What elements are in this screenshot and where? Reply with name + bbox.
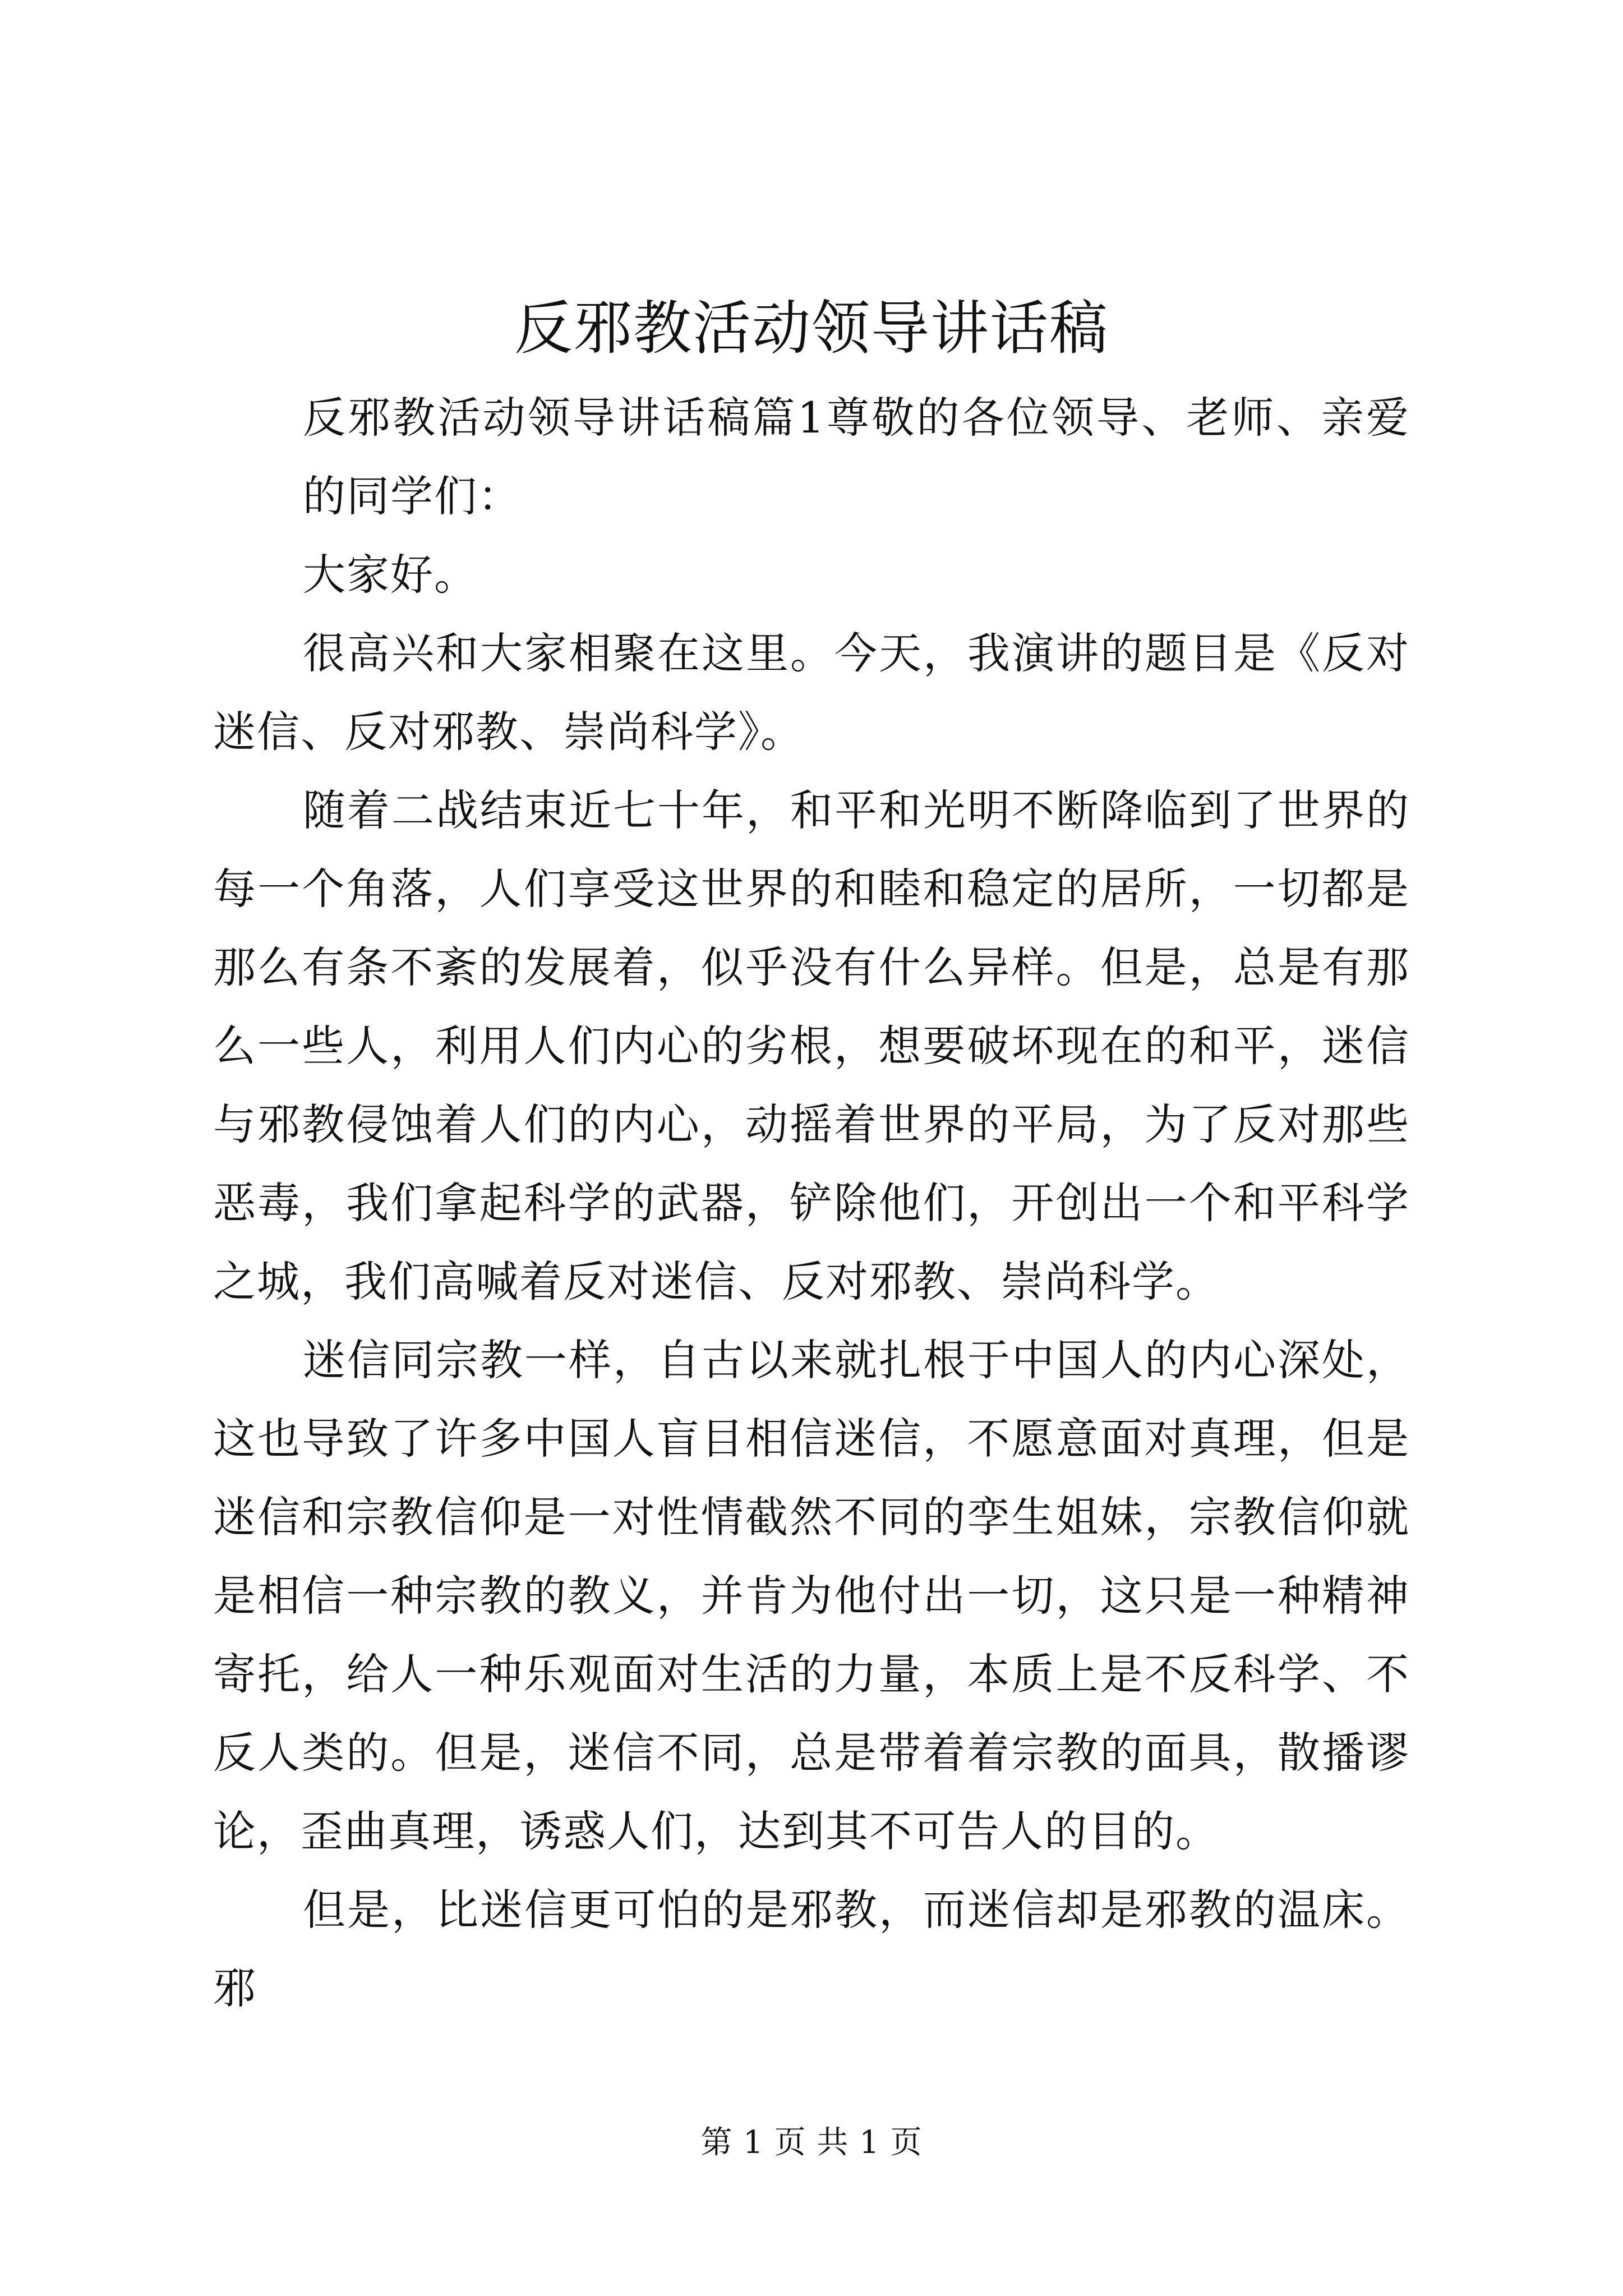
paragraph-superstition: 迷信同宗教一样，自古以来就扎根于中国人的内心深处，这也导致了许多中国人盲目相信迷信，不愿意面对真理，但是迷信和宗教信仰是一对性情截然不同的孪生姐妹，宗教信仰就是相信一种宗教的教义，并肯为他付出一切，这只是一种精神寄托，给人一种乐观面对生活的力量，本质上是不反科学、不反人类的。但是，迷信不同，总是带着着宗教的面具，散播谬论，歪曲真理，诱惑人们，达到其不可告人的目的。 [213, 1335, 1410, 1856]
paragraph-greeting: 大家好。 [303, 550, 478, 600]
paragraph-cult: 但是，比迷信更可怕的是邪教，而迷信却是邪教的温床。邪 [213, 1885, 1410, 2013]
page-footer: 第 1 页 共 1 页 [700, 2124, 923, 2161]
paragraph-intro: 很高兴和大家相聚在这里。今天，我演讲的题目是《反对迷信、反对邪教、崇尚科学》。 [213, 628, 1410, 757]
paragraph-peace: 随着二战结束近七十年，和平和光明不断降临到了世界的每一个角落，人们享受这世界的和睦和稳定的居所，一切都是那么有条不紊的发展着，似乎没有什么异样。但是，总是有那么一些人，利用人们内心的劣根，想要破坏现在的和平，迷信与邪教侵蚀着人们的内心，动摇着世界的平局，为了反对那些恶毒，我们拿起科学的武器，铲除他们，开创出一个和平科学之城，我们高喊着反对迷信、反对邪教、崇尚科学。 [213, 785, 1410, 1306]
document-body [213, 379, 1410, 2028]
paragraph-salutation: 反邪教活动领导讲话稿篇1尊敬的各位领导、老师、亲爱的同学们： [303, 393, 1410, 521]
document-title: 反邪教活动领导讲话稿 [514, 294, 1109, 362]
